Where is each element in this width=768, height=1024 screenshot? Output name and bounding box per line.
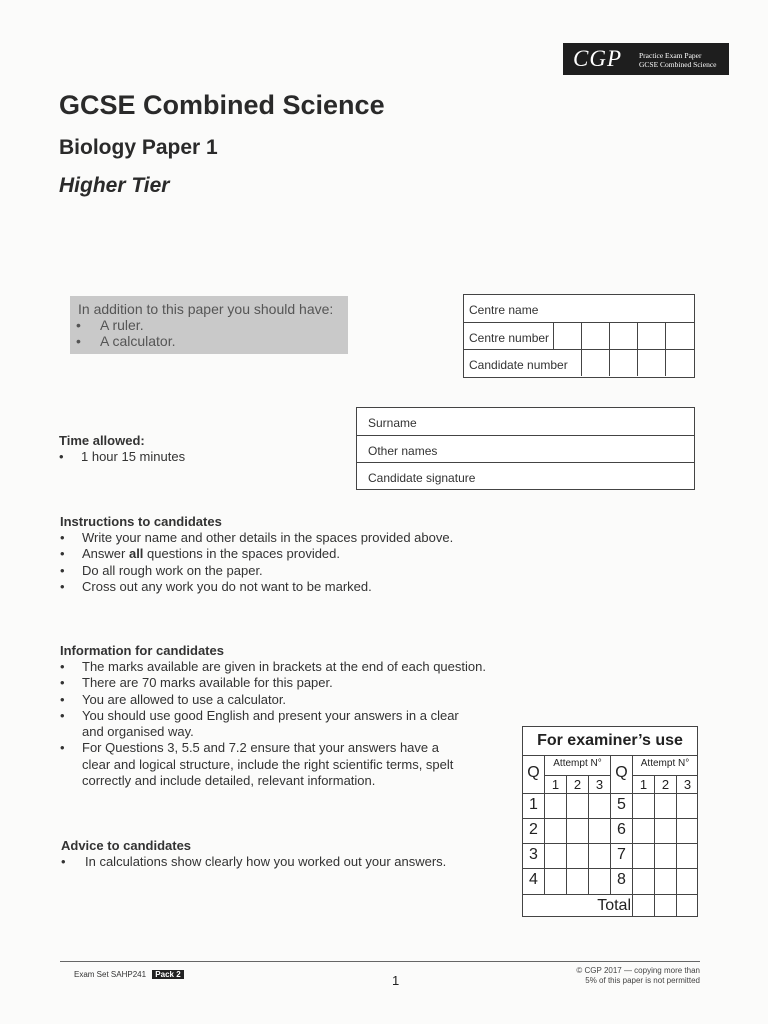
advice-heading: Advice to candidates [61, 838, 192, 853]
signature-label: Candidate signature [368, 471, 476, 485]
advice-item: • In calculations show clearly how you worked out your answers. [61, 854, 501, 870]
surname-row[interactable] [357, 408, 694, 435]
attempt-number: 2 [573, 777, 582, 792]
cgp-line1: Practice Exam Paper [639, 51, 702, 60]
cgp-logo: CGP [573, 46, 622, 71]
footer-copyright [540, 966, 700, 986]
copyright-line1: © CGP 2017 — copying more than [576, 966, 700, 975]
grid-line [523, 793, 697, 794]
cgp-subtitle [639, 51, 717, 69]
candidate-number-cell[interactable] [637, 350, 638, 376]
footer-divider [60, 961, 700, 962]
question-number: 4 [529, 871, 538, 888]
advice-list [61, 854, 501, 870]
exam-set-code: Exam Set SAHP241 [74, 970, 147, 979]
requirement-item: • A calculator. [76, 333, 176, 349]
centre-number-cell[interactable] [581, 323, 582, 349]
centre-details-box [463, 294, 695, 378]
time-allowed-value: • 1 hour 15 minutes [59, 449, 185, 465]
paper-subtitle: Biology Paper 1 [59, 136, 218, 159]
information-item: • The marks available are given in brackets at the end of each question. [60, 659, 500, 675]
centre-number-cell[interactable] [665, 323, 666, 349]
time-allowed-list [59, 449, 185, 465]
information-list [60, 659, 500, 789]
attempt-number: 3 [683, 777, 692, 792]
grid-line [523, 868, 697, 869]
instruction-item: • Answer all questions in the spaces provided. [60, 546, 530, 562]
paper-title: GCSE Combined Science [59, 90, 385, 120]
grid-line [676, 775, 677, 917]
grid-line [654, 775, 655, 917]
grid-line [523, 894, 697, 895]
information-item: • You are allowed to use a calculator. [60, 692, 500, 708]
page-number: 1 [392, 973, 400, 988]
question-number: 5 [617, 796, 626, 813]
q-label: Q [527, 764, 540, 781]
q-label: Q [615, 764, 628, 781]
question-number: 1 [529, 796, 538, 813]
candidate-number-label: Candidate number [469, 358, 568, 372]
attempt-number: 1 [639, 777, 648, 792]
question-number: 8 [617, 871, 626, 888]
information-item: • For Questions 3, 5.5 and 7.2 ensure that your answers have a clear and logical structure, include the right scientific terms, spelt correctly and include detailed, relevant information. [60, 740, 467, 789]
centre-number-cell[interactable] [637, 323, 638, 349]
attempt-number: 2 [661, 777, 670, 792]
requirement-item: • A ruler. [76, 317, 176, 333]
candidate-number-cell[interactable] [665, 350, 666, 376]
instruction-item: • Write your name and other details in the spaces provided above. [60, 530, 530, 546]
centre-number-label: Centre number [469, 331, 550, 345]
attempt-number: 1 [551, 777, 560, 792]
information-item: • You should use good English and present your answers in a clear and organised way. [60, 708, 462, 741]
time-allowed-heading: Time allowed: [59, 433, 145, 448]
other-names-label: Other names [368, 444, 438, 458]
instruction-item: • Cross out any work you do not want to be marked. [60, 579, 530, 595]
question-number: 2 [529, 821, 538, 838]
grid-line [523, 818, 697, 819]
grid-line [523, 843, 697, 844]
paper-tier: Higher Tier [59, 174, 170, 197]
candidate-number-cell[interactable] [609, 350, 610, 376]
instructions-list [60, 530, 530, 595]
candidate-number-row[interactable] [464, 349, 694, 376]
requirements-heading: In addition to this paper you should have: [78, 301, 334, 317]
surname-label: Surname [368, 416, 417, 430]
signature-row[interactable] [357, 462, 694, 489]
grid-line [632, 775, 697, 776]
candidate-number-cell[interactable] [581, 350, 582, 376]
instructions-heading: Instructions to candidates [60, 514, 222, 529]
examiner-heading: For examiner’s use [523, 727, 697, 756]
centre-name-label: Centre name [469, 303, 539, 317]
question-number: 6 [617, 821, 626, 838]
other-names-row[interactable] [357, 435, 694, 462]
examiner-use-table [522, 726, 698, 917]
attempt-label: Attempt N° [553, 758, 602, 769]
information-heading: Information for candidates [60, 643, 224, 658]
question-number: 3 [529, 846, 538, 863]
cgp-logo-badge [563, 43, 729, 75]
footer-exam-set [74, 970, 184, 979]
requirements-list [76, 317, 176, 349]
information-item: • There are 70 marks available for this paper. [60, 675, 500, 691]
attempt-label: Attempt N° [640, 758, 690, 769]
candidate-details-box [356, 407, 695, 490]
pack-badge: Pack 2 [152, 970, 183, 979]
centre-number-cell[interactable] [553, 323, 554, 349]
centre-number-cell[interactable] [609, 323, 610, 349]
total-label: Total [597, 897, 631, 914]
requirements-box [70, 296, 348, 354]
centre-name-row[interactable] [464, 295, 694, 322]
question-number: 7 [617, 846, 626, 863]
centre-number-row[interactable] [464, 322, 694, 349]
instruction-item: • Do all rough work on the paper. [60, 563, 530, 579]
grid-line [544, 775, 611, 776]
attempt-number: 3 [595, 777, 604, 792]
cgp-line2: GCSE Combined Science [639, 60, 717, 69]
copyright-line2: 5% of this paper is not permitted [585, 976, 700, 985]
